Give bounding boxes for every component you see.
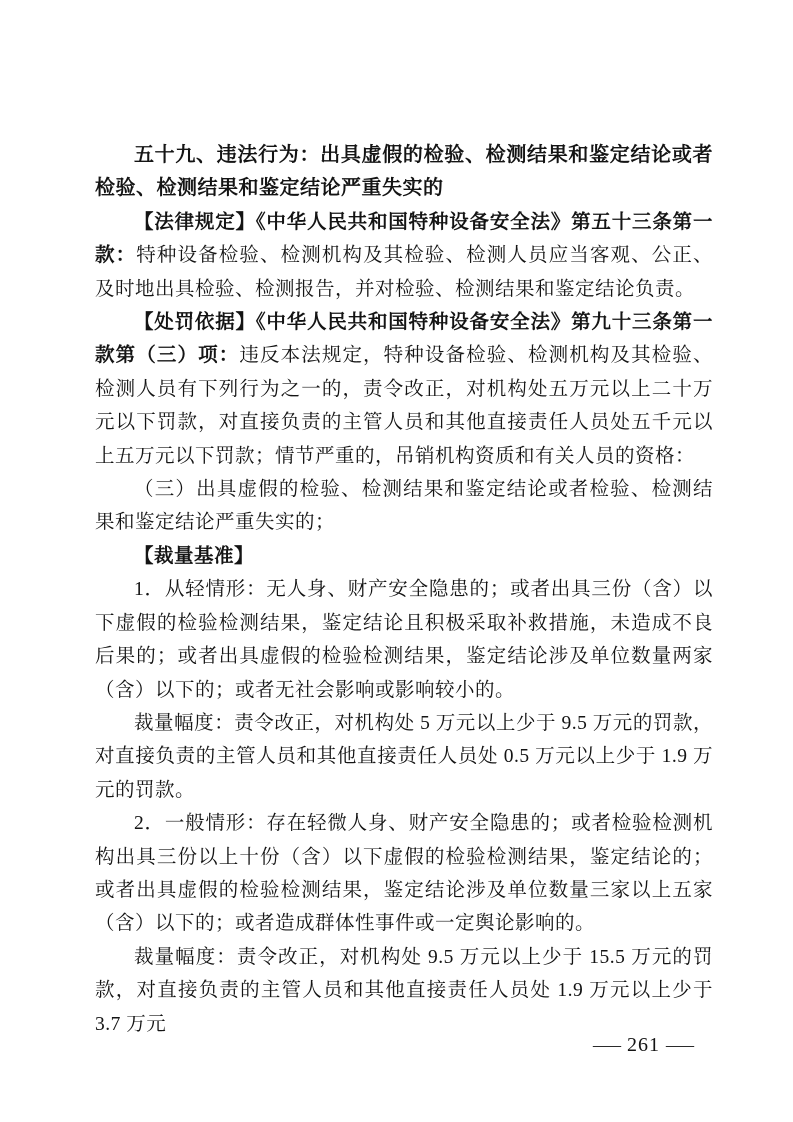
paragraph-general-discretion-range (95, 941, 713, 1041)
section-heading-text: 五十九、违法行为：出具虚假的检验、检测结果和鉴定结论或者检验、检测结果和鉴定结论严重失实的 (95, 144, 713, 200)
paragraph-general-circumstances (95, 807, 713, 941)
general-circumstances-text: 2．一般情形：存在轻微人身、财产安全隐患的；或者检验检测机构出具三份以上十份（含）以下虚假的检验检测结果，鉴定结论的；或者出具虚假的检验检测结果，鉴定结论涉及单位数量三家以上五家（含）以下的；或者造成群体性事件或一定舆论影响的。 (95, 813, 713, 935)
section-heading (95, 139, 713, 206)
paragraph-lenient-circumstances (95, 573, 713, 707)
discretion-benchmark-label: 【裁量基准】 (134, 544, 255, 567)
legal-provision-text: 特种设备检验、检测机构及其检验、检测人员应当客观、公正、及时地出具检验、检测报告，并对检验、检测结果和鉴定结论负责。 (95, 245, 713, 300)
general-discretion-range-text: 裁量幅度：责令改正，对机构处 9.5 万元以上少于 15.5 万元的罚款，对直接负责的主管人员和其他直接责任人员处 1.9 万元以上少于 3.7 万元 (95, 946, 713, 1035)
page-number (587, 1033, 700, 1057)
paragraph-penalty-basis (95, 306, 713, 473)
document-text-block (95, 139, 713, 1041)
paragraph-lenient-discretion-range (95, 707, 713, 807)
lenient-discretion-range-text: 裁量幅度：责令改正，对机构处 5 万元以上少于 9.5 万元的罚款，对直接负责的主管人员和其他直接责任人员处 0.5 万元以上少于 1.9 万元的罚款。 (95, 712, 713, 801)
page-number-value: 261 (627, 1034, 660, 1056)
penalty-basis-text: 违反本法规定，特种设备检验、检测机构及其检验、检测人员有下列行为之一的，责令改正，对机构处五万元以上二十万元以下罚款，对直接负责的主管人员和其他直接责任人员处五千元以上五万元以下罚款；情节严重的，吊销机构资质和有关人员的资格： (95, 345, 713, 467)
legal-provision-label: 【法律规定】《中华人民共和国特种设备安全法》第五十三条第一款： (95, 210, 713, 267)
lenient-circumstances-text: 1．从轻情形：无人身、财产安全隐患的；或者出具三份（含）以下虚假的检验检测结果，鉴定结论且积极采取补救措施，未造成不良后果的；或者出具虚假的检验检测结果，鉴定结论涉及单位数量两家（含）以下的；或者无社会影响或影响较小的。 (95, 579, 713, 701)
heading-discretion-benchmark (95, 540, 713, 573)
page-number-right-dash: — (666, 1034, 694, 1056)
item-three-text: （三）出具虚假的检验、检测结果和鉴定结论或者检验、检测结果和鉴定结论严重失实的； (95, 479, 713, 534)
paragraph-item-three (95, 473, 713, 540)
page-number-left-dash: — (593, 1034, 621, 1056)
penalty-basis-label: 【处罚依据】《中华人民共和国特种设备安全法》第九十三条第一款第（三）项： (95, 311, 713, 367)
paragraph-legal-provision (95, 206, 713, 306)
